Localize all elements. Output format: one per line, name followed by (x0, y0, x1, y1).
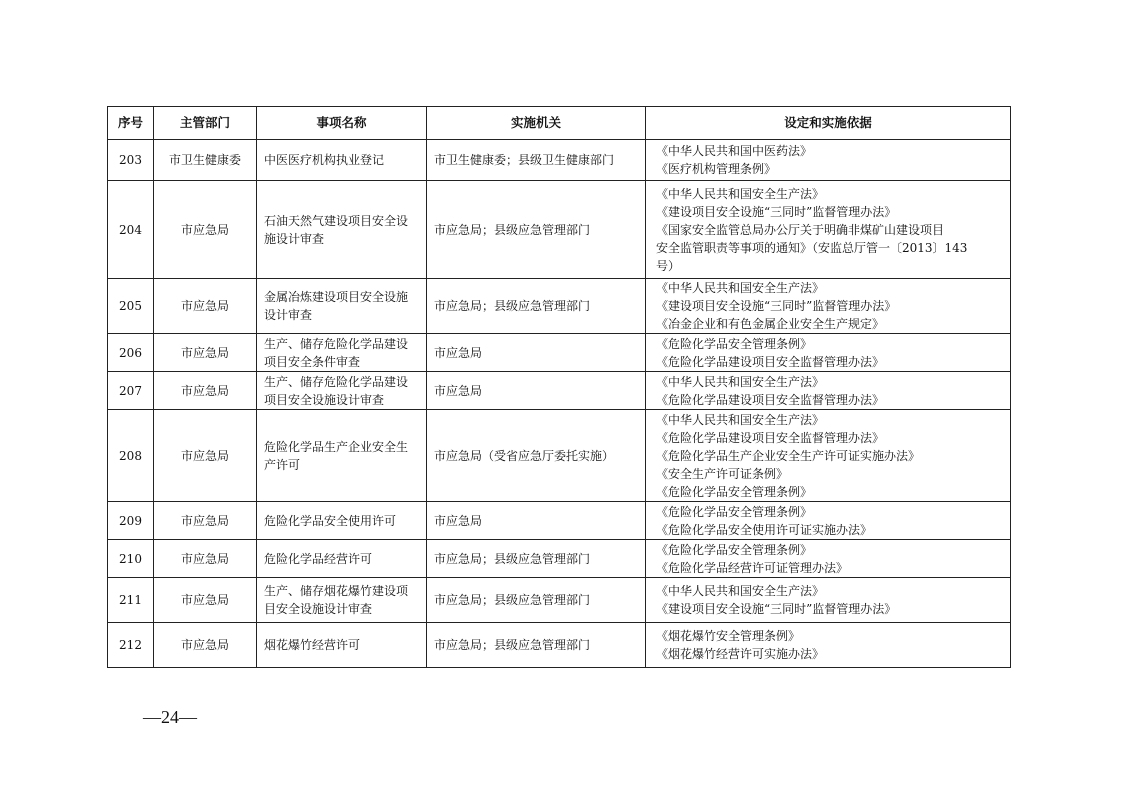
row-basis (646, 279, 1011, 334)
row-basis (646, 502, 1011, 540)
row-org: 市应急局 (427, 372, 646, 410)
table-row (108, 540, 1011, 578)
table-row (108, 623, 1011, 668)
basis-line: 号） (656, 258, 681, 273)
row-number: 204 (108, 181, 154, 279)
row-org: 市应急局；县级应急管理部门 (427, 623, 646, 668)
row-item (257, 410, 427, 502)
row-dept: 市应急局 (154, 540, 257, 578)
row-item-text: 石油天然气建设项目安全设施设计审查 (264, 213, 409, 246)
basis-line: 《危险化学品安全管理条例》 (656, 504, 813, 519)
basis-line: 《危险化学品生产企业安全生产许可证实施办法》 (656, 448, 921, 463)
row-item (257, 502, 427, 540)
row-basis (646, 140, 1011, 181)
row-number: 206 (108, 334, 154, 372)
basis-line: 《危险化学品安全管理条例》 (656, 542, 813, 557)
row-org: 市卫生健康委；县级卫生健康部门 (427, 140, 646, 181)
table-header-row (108, 107, 1011, 140)
row-number: 207 (108, 372, 154, 410)
basis-line: 《建设项目安全设施“三同时”监督管理办法》 (656, 299, 897, 313)
basis-line: 《中华人民共和国中医药法》 (656, 144, 813, 158)
basis-line: 《安全生产许可证条例》 (656, 466, 789, 481)
row-item (257, 372, 427, 410)
row-dept: 市应急局 (154, 372, 257, 410)
row-basis (646, 623, 1011, 668)
row-number: 208 (108, 410, 154, 502)
row-org: 市应急局；县级应急管理部门 (427, 181, 646, 279)
row-number: 203 (108, 140, 154, 181)
basis-line: 《危险化学品安全使用许可证实施办法》 (656, 522, 873, 537)
basis-line: 《中华人民共和国安全生产法》 (656, 281, 825, 295)
table-row (108, 578, 1011, 623)
header-item: 事项名称 (257, 107, 427, 140)
table-row (108, 334, 1011, 372)
permit-table-page (107, 106, 1010, 668)
row-item (257, 279, 427, 334)
row-org: 市应急局（受省应急厅委托实施） (427, 410, 646, 502)
header-org: 实施机关 (427, 107, 646, 140)
row-item-text: 生产、储存烟花爆竹建设项目安全设施设计审查 (264, 584, 409, 616)
row-number: 212 (108, 623, 154, 668)
row-org: 市应急局；县级应急管理部门 (427, 279, 646, 334)
row-item (257, 578, 427, 623)
row-item-text: 生产、储存危险化学品建设项目安全设施设计审查 (264, 374, 409, 407)
basis-line: 《烟花爆竹经营许可实施办法》 (656, 647, 825, 661)
row-item (257, 623, 427, 668)
row-item-text: 危险化学品安全使用许可 (264, 513, 397, 528)
row-item-text: 生产、储存危险化学品建设项目安全条件审查 (264, 336, 409, 369)
basis-line: 《危险化学品安全管理条例》 (656, 336, 813, 351)
row-item-text: 金属冶炼建设项目安全设施设计审查 (264, 290, 409, 322)
table-row (108, 372, 1011, 410)
row-item (257, 181, 427, 279)
header-no: 序号 (108, 107, 154, 140)
row-number: 205 (108, 279, 154, 334)
basis-line: 《建设项目安全设施“三同时”监督管理办法》 (656, 204, 897, 219)
row-item-text: 危险化学品经营许可 (264, 551, 373, 566)
row-org: 市应急局；县级应急管理部门 (427, 540, 646, 578)
basis-line: 《危险化学品建设项目安全监督管理办法》 (656, 430, 885, 445)
row-item (257, 140, 427, 181)
row-item-text: 中医医疗机构执业登记 (264, 153, 385, 167)
basis-line: 《危险化学品建设项目安全监督管理办法》 (656, 354, 885, 369)
table-row (108, 410, 1011, 502)
row-number: 211 (108, 578, 154, 623)
row-number: 210 (108, 540, 154, 578)
row-dept: 市卫生健康委 (154, 140, 257, 181)
row-item (257, 334, 427, 372)
header-dept: 主管部门 (154, 107, 257, 140)
row-item-text: 烟花爆竹经营许可 (264, 638, 361, 652)
row-basis (646, 410, 1011, 502)
basis-line: 《建设项目安全设施“三同时”监督管理办法》 (656, 602, 897, 616)
basis-line: 《中华人民共和国安全生产法》 (656, 186, 825, 201)
basis-line: 《中华人民共和国安全生产法》 (656, 584, 825, 598)
row-dept: 市应急局 (154, 181, 257, 279)
basis-line: 《危险化学品建设项目安全监督管理办法》 (656, 392, 885, 407)
row-basis (646, 578, 1011, 623)
basis-line: 《冶金企业和有色金属企业安全生产规定》 (656, 317, 885, 331)
header-basis: 设定和实施依据 (646, 107, 1011, 140)
row-item-text: 危险化学品生产企业安全生产许可 (264, 439, 409, 472)
row-number: 209 (108, 502, 154, 540)
row-basis (646, 540, 1011, 578)
row-basis (646, 181, 1011, 279)
basis-line: 《中华人民共和国安全生产法》 (656, 412, 825, 427)
permit-table (107, 106, 1011, 668)
basis-line: 《医疗机构管理条例》 (656, 162, 777, 176)
row-dept: 市应急局 (154, 502, 257, 540)
basis-line: 《危险化学品经营许可证管理办法》 (656, 560, 849, 575)
row-org: 市应急局 (427, 334, 646, 372)
basis-line: 安全监管职责等事项的通知》（安监总厅管一〔2013〕143 (656, 240, 968, 255)
row-dept: 市应急局 (154, 410, 257, 502)
table-row (108, 502, 1011, 540)
table-row (108, 279, 1011, 334)
row-dept: 市应急局 (154, 623, 257, 668)
row-basis (646, 372, 1011, 410)
row-item (257, 540, 427, 578)
basis-line: 《烟花爆竹安全管理条例》 (656, 629, 801, 643)
row-org: 市应急局 (427, 502, 646, 540)
table-row (108, 181, 1011, 279)
row-org: 市应急局；县级应急管理部门 (427, 578, 646, 623)
row-dept: 市应急局 (154, 578, 257, 623)
row-dept: 市应急局 (154, 279, 257, 334)
table-row (108, 140, 1011, 181)
row-basis (646, 334, 1011, 372)
page-number: —24— (143, 707, 197, 727)
row-dept: 市应急局 (154, 334, 257, 372)
basis-line: 《中华人民共和国安全生产法》 (656, 374, 825, 389)
basis-line: 《国家安全监管总局办公厅关于明确非煤矿山建设项目 (656, 222, 945, 237)
basis-line: 《危险化学品安全管理条例》 (656, 484, 813, 499)
